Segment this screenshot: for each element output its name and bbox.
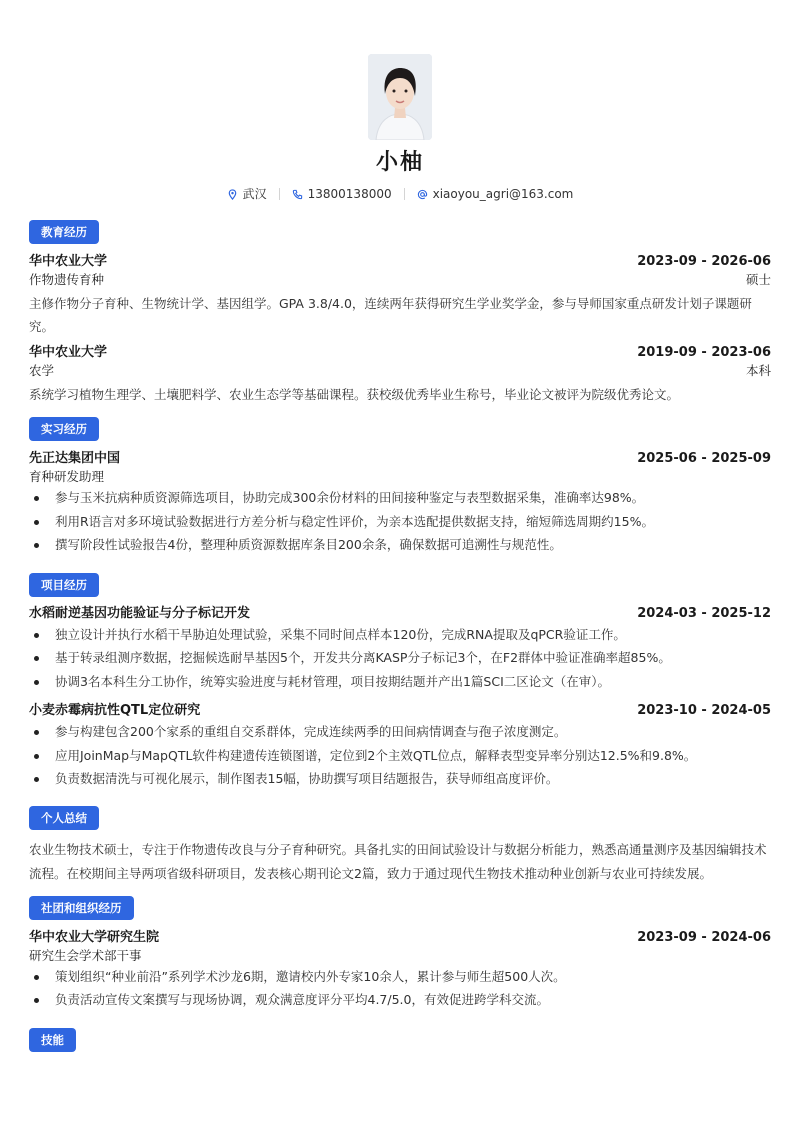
job-role: 育种研发助理 xyxy=(29,469,105,484)
degree: 硕士 xyxy=(745,272,771,287)
avatar xyxy=(368,54,432,140)
resume-header xyxy=(0,0,800,202)
club-entry xyxy=(29,929,771,1012)
project-entry xyxy=(29,702,771,791)
contact-divider xyxy=(279,188,280,200)
school-name: 华中农业大学 xyxy=(29,254,108,269)
section-title-clubs: 社团和组织经历 xyxy=(29,896,134,920)
summary-text: 农业生物技术硕士，专注于作物遗传改良与分子育种研究。具备扎实的田间试验设计与数据分析能力，熟悉高通量测序及基因编辑技术流程。在校期间主导两项省级科研项目，发表核心期刊论文2篇，致力于通过现代生物技术推动种业创新与农业可持续发展。 xyxy=(29,841,767,881)
project-entry xyxy=(29,605,771,694)
section-title-projects: 项目经历 xyxy=(29,573,99,597)
project-date: 2024-03 - 2025-12 xyxy=(637,605,771,621)
email-text: xiaoyou_agri@163.com xyxy=(432,187,574,201)
project-name: 小麦赤霉病抗性QTL定位研究 xyxy=(29,703,201,718)
projects-section xyxy=(29,573,771,791)
list-item: 参与构建包含200个家系的重组自交系群体，完成连续两季的田间病情调查与孢子浓度测定。 xyxy=(29,720,771,744)
education-section xyxy=(29,220,771,406)
list-item: 协调3名本科生分工协作，统筹实验进度与耗材管理，项目按期结题并产出1篇SCI二区论文（在审）。 xyxy=(29,670,771,694)
organization-name: 华中农业大学研究生院 xyxy=(29,929,160,945)
project-bullets xyxy=(29,623,771,694)
at-sign-icon xyxy=(417,189,428,200)
education-date: 2023-09 - 2026-06 xyxy=(637,254,771,269)
location-text: 武汉 xyxy=(242,187,267,201)
contact-bar xyxy=(0,186,800,202)
list-item: 负责数据清洗与可视化展示，制作图表15幅，协助撰写项目结题报告，获导师组高度评价。 xyxy=(29,767,771,791)
list-item: 利用R语言对多环境试验数据进行方差分析与稳定性评价，为亲本选配提供数据支持，缩短筛选周期约15%。 xyxy=(29,510,771,534)
education-description: 主修作物分子育种、生物统计学、基因组学。GPA 3.8/4.0，连续两年获得研究生学业奖学金，参与导师国家重点研发计划子课题研究。 xyxy=(29,296,752,334)
degree: 本科 xyxy=(745,363,771,378)
contact-location xyxy=(227,186,267,202)
list-item: 负责活动宣传文案撰写与现场协调，观众满意度评分平均4.7/5.0，有效促进跨学科交流。 xyxy=(29,988,771,1012)
list-item: 撰写阶段性试验报告4份，整理种质资源数据库条目200余条，确保数据可追溯性与规范性。 xyxy=(29,533,771,557)
contact-email xyxy=(417,186,574,202)
section-title-internship: 实习经历 xyxy=(29,417,99,441)
summary-section xyxy=(29,806,771,886)
phone-icon xyxy=(292,189,303,200)
section-title-education: 教育经历 xyxy=(29,220,99,244)
club-date: 2023-09 - 2024-06 xyxy=(637,929,771,945)
contact-divider xyxy=(404,188,405,200)
school-name: 华中农业大学 xyxy=(29,345,108,360)
location-pin-icon xyxy=(227,189,238,200)
project-name: 水稻耐逆基因功能验证与分子标记开发 xyxy=(29,605,251,621)
project-bullets xyxy=(29,720,771,791)
project-date: 2023-10 - 2024-05 xyxy=(637,703,771,718)
list-item: 参与玉米抗病种质资源筛选项目，协助完成300余份材料的田间接种鉴定与表型数据采集，准确率达98%。 xyxy=(29,486,771,510)
section-title-skills: 技能 xyxy=(29,1028,76,1052)
section-title-summary: 个人总结 xyxy=(29,806,99,830)
list-item: 独立设计并执行水稻干旱胁迫处理试验，采集不同时间点样本120份，完成RNA提取及qPCR验证工作。 xyxy=(29,623,771,647)
company-name: 先正达集团中国 xyxy=(29,451,121,466)
clubs-section xyxy=(29,896,771,1012)
contact-phone xyxy=(292,186,392,202)
education-entry xyxy=(29,253,771,338)
major: 农学 xyxy=(29,363,55,378)
internship-entry xyxy=(29,450,771,557)
list-item: 策划组织“种业前沿”系列学术沙龙6期，邀请校内外专家10余人，累计参与师生超500人次。 xyxy=(29,965,771,989)
portrait-photo-icon xyxy=(368,54,432,140)
internship-bullets xyxy=(29,486,771,557)
education-entry xyxy=(29,344,771,406)
internship-date: 2025-06 - 2025-09 xyxy=(637,451,771,466)
resume-content xyxy=(29,220,771,1052)
internship-section xyxy=(29,417,771,557)
club-bullets xyxy=(29,965,771,1012)
skills-section xyxy=(29,1028,771,1052)
major: 作物遗传育种 xyxy=(29,272,105,287)
phone-text: 13800138000 xyxy=(307,187,392,201)
education-date: 2019-09 - 2023-06 xyxy=(637,345,771,360)
list-item: 应用JoinMap与MapQTL软件构建遗传连锁图谱，定位到2个主效QTL位点，解释表型变异率分别达12.5%和9.8%。 xyxy=(29,744,771,768)
education-description: 系统学习植物生理学、土壤肥料学、农业生态学等基础课程。获校级优秀毕业生称号，毕业论文被评为院级优秀论文。 xyxy=(29,387,680,402)
club-role: 研究生会学术部干事 xyxy=(29,947,142,963)
candidate-name: 小柚 xyxy=(375,150,424,175)
list-item: 基于转录组测序数据，挖掘候选耐旱基因5个，开发共分离KASP分子标记3个，在F2群体中验证准确率超85%。 xyxy=(29,646,771,670)
